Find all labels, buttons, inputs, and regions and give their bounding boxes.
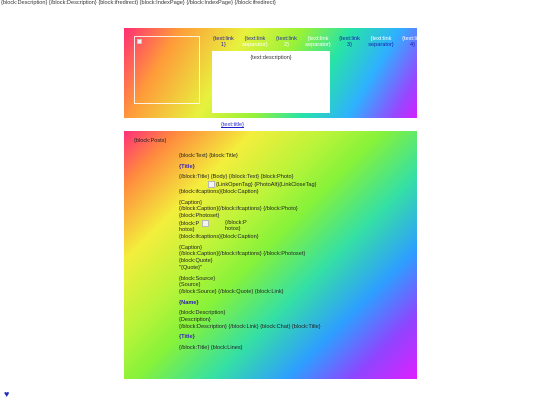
nav-link-label: separator} — [368, 42, 394, 49]
photoset-photos-close: {/block:P — [225, 219, 247, 226]
logo-image[interactable] — [134, 36, 200, 104]
ifcaptions-tag-2: {block:ifcaptions}{block:Caption} — [179, 234, 259, 240]
nav-link-label: separator} — [242, 42, 268, 49]
broken-image-icon — [137, 39, 142, 44]
header-nav — [213, 36, 423, 49]
nav-link-2[interactable] — [276, 36, 297, 49]
post-title[interactable]: {Title} — [179, 163, 195, 170]
link-name[interactable]: {Name} — [179, 299, 199, 306]
caption-close-tag-2: {/block:Caption}{/block:ifcaptions} {/block:Photoset} — [179, 251, 306, 258]
photoset-image[interactable] — [202, 220, 209, 227]
caption-text-2: {Caption} — [179, 244, 203, 251]
quote-text: "{Quote}" — [179, 264, 202, 271]
nav-link-label: 2} — [283, 42, 289, 49]
nav-link-label: 3} — [346, 42, 352, 49]
nav-link-label: {text:link — [402, 36, 423, 42]
nav-link-3[interactable] — [339, 36, 360, 49]
photoset-open-tag: {block:Photoset} — [179, 212, 220, 219]
nav-link-1[interactable] — [213, 36, 234, 49]
description-open-tag: {block:Description} — [179, 310, 226, 317]
nav-link-label: {text:link — [307, 36, 329, 42]
nav-separator-2[interactable] — [305, 36, 331, 49]
block-posts-label: {block:Posts} — [134, 138, 167, 144]
nav-link-label: {text:link — [339, 36, 360, 42]
photoset-photos-open: {block:P — [179, 220, 215, 228]
source-open-tag: {block:Source} — [179, 275, 216, 282]
photoset-photos-close-2: hotos} — [225, 226, 241, 233]
source-close-tag: {/block:Source} {/block:Quote} {block:Link} — [179, 288, 284, 295]
post-column — [179, 153, 399, 352]
nav-link-label: {text:link — [213, 36, 234, 42]
photo-tag-text: {LinkOpenTag} {PhotoAlt}{LinkCloseTag} — [216, 182, 317, 189]
photo-tag-line — [179, 181, 399, 189]
ifcaptions-tag: {block:ifcaptions}{block:Caption} — [179, 188, 259, 195]
chat-title[interactable]: {Title} — [179, 334, 195, 341]
nav-link-label: {text:link — [276, 36, 297, 42]
nav-separator-1[interactable] — [242, 36, 268, 49]
nav-separator-3[interactable] — [368, 36, 394, 49]
blog-title-link[interactable]: {text:title} — [221, 122, 245, 128]
template-top-text: {block:Description} {/block:Description} {block:ifredirect} {block:IndexPage} {/block:IndexPage} {/block:ifredirect} — [1, 0, 276, 6]
description-text: {text:description} — [250, 55, 292, 61]
photoset-photos-open-2: hotos} — [179, 227, 195, 234]
nav-link-label: separator} — [305, 42, 331, 49]
description-box — [212, 51, 330, 113]
posts-panel — [124, 131, 417, 379]
caption-text: {Caption} — [179, 199, 203, 206]
nav-link-label: {text:link — [370, 36, 392, 42]
lines-tag: {/block:Title} {block:Lines} — [179, 345, 243, 352]
heart-icon[interactable]: ♥ — [4, 389, 10, 399]
caption-close-tag: {/block:Caption}{/block:ifcaptions} {/block:Photo} — [179, 206, 298, 213]
quote-open-tag: {block:Quote} — [179, 258, 213, 265]
nav-link-label: 4} — [410, 42, 415, 49]
description-close-tag: {/block:Description} {/block:Link} {block:Chat} {block:Title} — [179, 323, 321, 330]
header-banner — [124, 28, 423, 118]
body-tag-line: {/block:Title} {Body} {/block:Text} {block:Photo} — [179, 174, 294, 181]
nav-link-label: 1} — [220, 42, 226, 49]
photo-image[interactable] — [208, 181, 215, 188]
source-text: {Source} — [179, 282, 201, 289]
description-value: {Description} — [179, 317, 211, 324]
nav-link-4[interactable] — [402, 36, 423, 49]
photoset-row — [179, 220, 399, 234]
nav-link-label: {text:link — [244, 36, 266, 42]
text-block-tag: {block:Text} {block:Title} — [179, 153, 238, 159]
